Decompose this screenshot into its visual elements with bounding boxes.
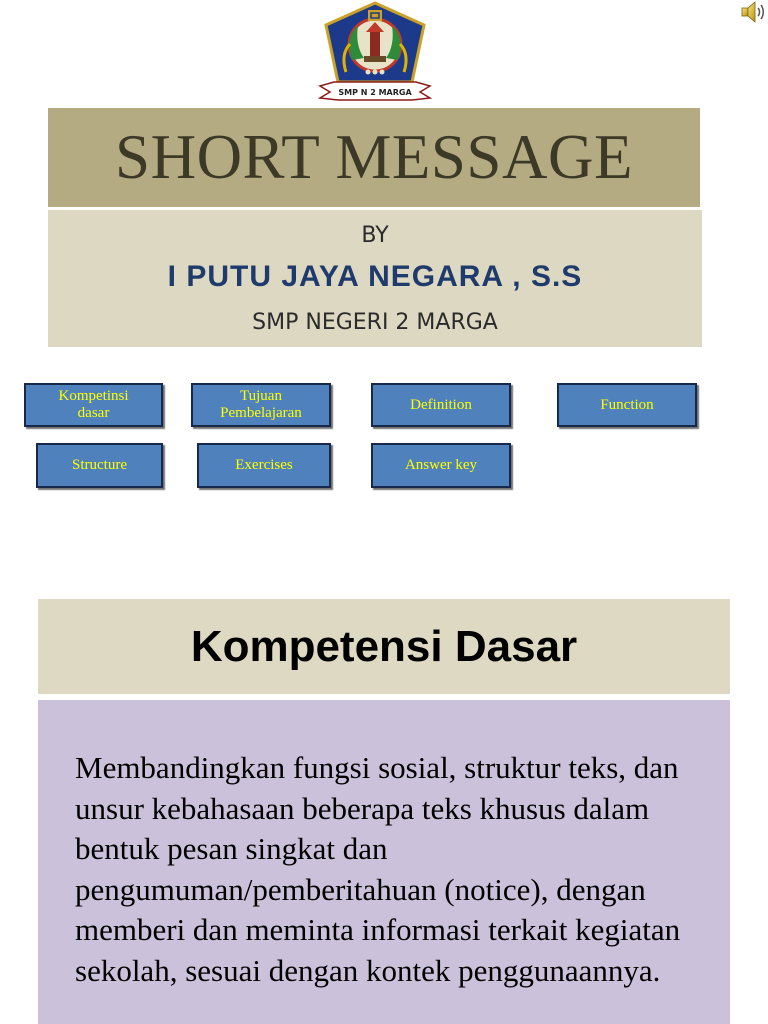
kompetensi-dasar-header xyxy=(38,599,730,694)
speaker-icon[interactable] xyxy=(740,0,766,24)
author-info-band xyxy=(48,210,702,347)
kompetensi-dasar-title: Kompetensi Dasar xyxy=(190,621,578,671)
exercises-button[interactable]: Exercises xyxy=(197,443,331,488)
definition-button[interactable]: Definition xyxy=(371,383,511,427)
answer-key-button[interactable]: Answer key xyxy=(371,443,511,488)
presentation-title: SHORT MESSAGE xyxy=(115,122,633,192)
kompetensi-dasar-button[interactable]: Kompetinsi dasar xyxy=(24,383,163,427)
author-name: I PUTU JAYA NEGARA , S.S xyxy=(167,260,583,293)
school-name: SMP NEGERI 2 MARGA xyxy=(252,310,498,335)
by-label: BY xyxy=(361,223,389,248)
kompetensi-dasar-body xyxy=(38,700,730,1024)
kompetensi-dasar-text: Membandingkan fungsi sosial, struktur teks, dan unsur kebahasaan beberapa teks khusus dalam bentuk pesan singkat dan pengumuman/pemberitahuan (notice), dengan memberi dan meminta informasi terkait kegiatan sekolah, sesuai dengan kontek penggunaannya. xyxy=(75,750,681,988)
title-band xyxy=(48,108,700,207)
function-button[interactable]: Function xyxy=(557,383,697,427)
tujuan-pembelajaran-button[interactable]: Tujuan Pembelajaran xyxy=(191,383,331,427)
logo-banner-text: SMP N 2 MARGA xyxy=(338,88,412,97)
school-crest-icon xyxy=(316,0,434,103)
structure-button[interactable]: Structure xyxy=(36,443,163,488)
